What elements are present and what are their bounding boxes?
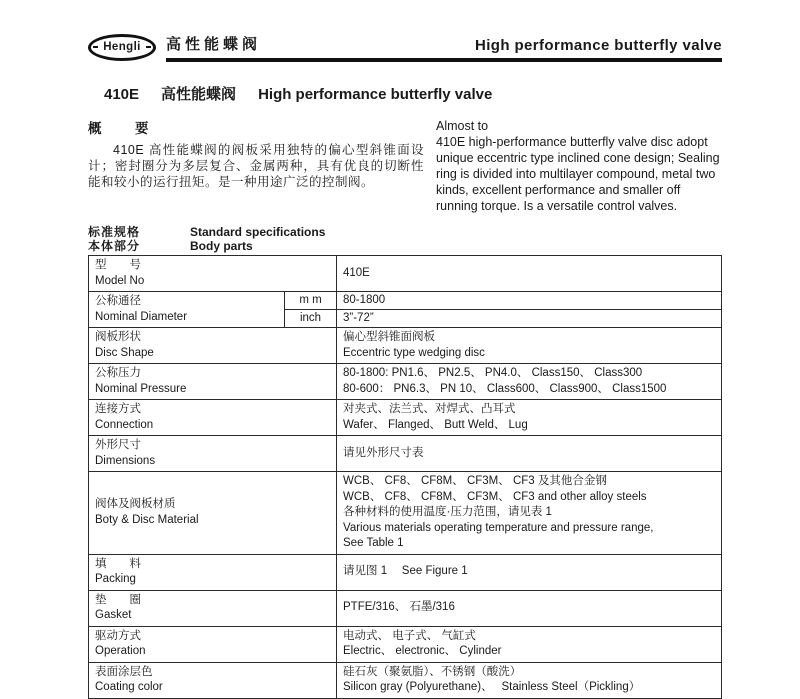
spec-label [89, 364, 337, 400]
value-line: Electric、 electronic、 Cylinder [343, 645, 502, 657]
overview-body-en: 410E high-performance butterfly valve disc adopt unique eccentric type inclined cone design; Sealing ring is divided into multilayer compound, metal two kinds, excellent performance and smaller off running torque. Is a versatile control valves. [436, 135, 720, 213]
spec-label [89, 472, 337, 555]
spec-value [337, 364, 722, 400]
spec-label [89, 400, 337, 436]
spec-unit: m m [285, 292, 337, 310]
label-zh: 表面涂层色 [95, 665, 153, 678]
spec-value [337, 554, 722, 590]
overview-zh [88, 117, 424, 214]
spec-label [89, 590, 337, 626]
label-zh: 外形尺寸 [95, 439, 141, 451]
table-row-material [89, 472, 722, 555]
model-number: 410E [104, 86, 140, 103]
value-line: See Table 1 [343, 537, 404, 549]
value-line: 请见图 1 See Figure 1 [343, 565, 468, 578]
spec-header-en: Standard specifications [190, 225, 326, 239]
brand-title-en: High performance butterfly valve [474, 37, 722, 54]
label-en: Coating color [95, 681, 163, 693]
table-row-pressure [89, 364, 722, 400]
label-zh: 阀板形状 [95, 331, 141, 343]
header-rule [166, 33, 722, 62]
value-line: PTFE/316、 石墨/316 [343, 601, 455, 614]
value-line: 硅石灰（聚氨脂）、不锈钢（酸洗） [343, 665, 522, 678]
spec-label [89, 662, 337, 698]
value-line: Wafer、 Flanged、 Butt Weld、 Lug [343, 418, 528, 431]
spec-label [89, 328, 337, 364]
label-en: Operation [95, 645, 146, 657]
label-zh: 公称压力 [95, 367, 141, 379]
value-line: 80-600： PN6.3、 PN 10、 Class600、 Class900、 Class1500 [343, 382, 667, 395]
page-title-en: High performance butterfly valve [258, 86, 493, 103]
table-row-model [89, 256, 722, 292]
value-line: 偏心型斜锥面阀板 [343, 331, 435, 343]
value-line: Various materials operating temperature and pressure range, [343, 521, 654, 534]
table-row-coating [89, 662, 722, 698]
label-en: Nominal Diameter [95, 310, 188, 323]
spec-value: 80-1800 [337, 292, 722, 310]
intro-section [88, 117, 722, 214]
value-line: WCB、 CF8、 CF8M、 CF3M、 CF3 and other alloy steels [343, 490, 647, 503]
label-en: Dimensions [95, 454, 156, 467]
spec-unit: inch [285, 310, 337, 328]
spec-label [89, 554, 337, 590]
spec-label [89, 292, 285, 328]
logo-text: Hengli [103, 40, 141, 53]
spec-value [337, 436, 722, 472]
value-line: Eccentric type wedging disc [343, 346, 485, 359]
value-line: 各种材料的使用温度·压力范围，请见表 1 [343, 506, 552, 518]
spec-header-zh: 标准规格 [88, 225, 141, 239]
overview-body-zh: 410E 高性能蝶阀的阀板采用独特的偏心型斜锥面设计；密封圈分为多层复合、金属两种，具有优良的切断性能和较小的运行扭矩。是一种用途广泛的控制阀。 [88, 143, 424, 189]
label-zh: 垫 圈 [95, 593, 141, 606]
label-en: Boty & Disc Material [95, 513, 199, 526]
value-line: Silicon gray (Polyurethane)、 Stainless Steel（Pickling） [343, 681, 641, 693]
value-line: 对夹式、法兰式、对焊式、凸耳式 [343, 403, 516, 415]
spec-value [337, 590, 722, 626]
label-zh: 型 号 [95, 259, 141, 271]
spec-header-row [88, 225, 722, 239]
spec-header-en: Body parts [190, 239, 253, 253]
spec-value [337, 626, 722, 662]
table-row-dimensions [89, 436, 722, 472]
brand-title-zh: 高性能蝶阀 [166, 36, 262, 53]
label-zh: 驱动方式 [95, 629, 141, 642]
table-row-gasket [89, 590, 722, 626]
value-line: 请见外形尺寸表 [343, 446, 424, 459]
spec-label [89, 436, 337, 472]
label-en: Packing [95, 573, 136, 585]
label-en: Disc Shape [95, 346, 154, 359]
table-row-diameter-mm [89, 292, 722, 310]
label-zh: 连接方式 [95, 403, 141, 415]
spec-label [89, 626, 337, 662]
value-line: 电动式、 电子式、 气缸式 [343, 629, 476, 642]
page-title [104, 83, 722, 104]
value-line: 410E [343, 266, 370, 279]
overview-en [436, 117, 722, 214]
spec-table [88, 255, 722, 699]
spec-value [337, 662, 722, 698]
overview-heading-zh: 概 要 [88, 121, 159, 136]
spec-header-row [88, 239, 722, 253]
value-line: WCB、 CF8、 CF8M、 CF3M、 CF3 及其他合金钢 [343, 475, 607, 487]
page-header [88, 33, 722, 62]
spec-header-zh: 本体部分 [88, 239, 141, 253]
table-row-connection [89, 400, 722, 436]
spec-section-header [88, 225, 722, 253]
spec-label [89, 256, 337, 292]
overview-heading-en: Almost to [436, 119, 489, 133]
value-line: 80-1800: PN1.6、 PN2.5、 PN4.0、 Class150、 Class300 [343, 367, 643, 379]
label-en: Gasket [95, 609, 132, 621]
spec-value [337, 400, 722, 436]
spec-value [337, 328, 722, 364]
table-row-operation [89, 626, 722, 662]
label-zh: 公称通径 [95, 295, 141, 307]
label-zh: 填 料 [95, 557, 141, 570]
label-en: Nominal Pressure [95, 382, 187, 395]
logo-stripe-icon [93, 46, 98, 48]
label-en: Model No [95, 274, 145, 287]
spec-value [337, 472, 722, 555]
page-content [88, 33, 722, 699]
hengli-logo [88, 34, 156, 61]
spec-value: 3”-72” [337, 310, 722, 328]
table-row-packing [89, 554, 722, 590]
label-zh: 阀体及阀板材质 [95, 498, 176, 511]
logo-stripe-icon [146, 46, 151, 48]
spec-value [337, 256, 722, 292]
label-en: Connection [95, 418, 154, 431]
table-row-disc-shape [89, 328, 722, 364]
page-title-zh: 高性能蝶阀 [161, 86, 237, 103]
